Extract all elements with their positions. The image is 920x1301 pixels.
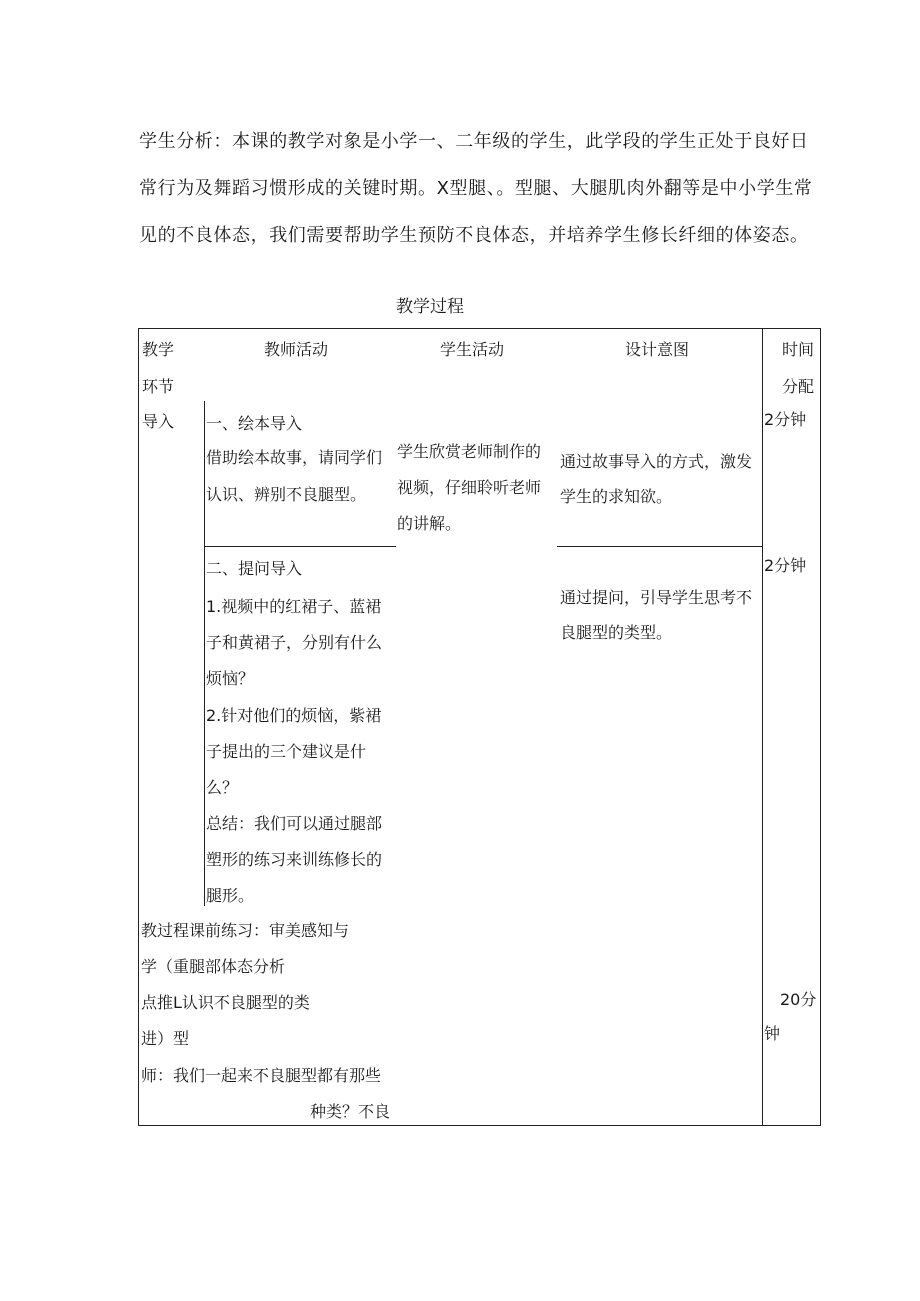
stage-column-divider	[204, 401, 205, 906]
time-column-divider	[762, 328, 763, 1125]
row1-teacher-line: 一、绘本导入	[206, 414, 303, 433]
row1-time: 2分钟	[764, 410, 807, 429]
row2-teacher-line: 塑形的练习来训练修长的	[206, 850, 383, 869]
teacher-row-divider	[204, 546, 396, 547]
design-row-divider	[557, 546, 763, 547]
paragraph-line: 常行为及舞蹈习惯形成的关键时期。X型腿、。型腿、大腿肌肉外翻等是中小学生常	[139, 178, 813, 199]
row3-line: 师：我们一起来不良腿型都有那些	[141, 1066, 382, 1085]
row1-teacher-line: 借助绘本故事，请同学们	[206, 448, 383, 467]
row3-line: 进）型	[141, 1029, 190, 1048]
row2-teacher-line: 二、提问导入	[206, 559, 303, 578]
row2-teacher-line: 总结：我们可以通过腿部	[206, 814, 383, 833]
paragraph-line: 见的不良体态，我们需要帮助学生预防不良体态，并培养学生修长纤细的体姿态。	[139, 225, 809, 246]
header-time-line2: 分配	[782, 377, 815, 396]
row1-student-line: 学生欣赏老师制作的	[397, 442, 542, 461]
row2-teacher-line: 2.针对他们的烦恼，紫裙	[206, 706, 382, 725]
row2-teacher-line: 子和黄裙子，分别有什么	[206, 633, 383, 652]
row1-design-line: 学生的求知欲。	[560, 487, 673, 506]
row1-design-line: 通过故事导入的方式，激发	[560, 452, 753, 471]
teaching-process-title: 教学过程	[396, 297, 464, 317]
stage-intro: 导入	[142, 412, 175, 431]
header-student-activity: 学生活动	[440, 340, 505, 359]
header-design-intent: 设计意图	[625, 340, 690, 359]
row3-line: 教过程课前练习：审美感知与	[141, 921, 350, 940]
row3-time-line2: 钟	[764, 1024, 781, 1043]
header-teacher-activity: 教师活动	[264, 340, 329, 359]
row3-line: 学（重腿部体态分析	[141, 957, 286, 976]
header-stage-line1: 教学	[142, 340, 175, 359]
header-time-line1: 时间	[782, 340, 815, 359]
row1-teacher-line: 认识、辨别不良腿型。	[206, 485, 367, 504]
row2-design-line: 通过提问，引导学生思考不	[560, 588, 753, 607]
row3-line: 点推L认识不良腿型的类	[141, 993, 310, 1012]
row1-student-line: 的讲解。	[397, 514, 462, 533]
row2-design-line: 良腿型的类型。	[560, 623, 673, 642]
row3-line-last: 种类？不良	[310, 1102, 391, 1121]
row2-time: 2分钟	[764, 556, 807, 575]
row2-teacher-line: 烦恼？	[206, 669, 255, 688]
row2-teacher-line: 腿形。	[206, 886, 255, 905]
row1-student-line: 视频，仔细聆听老师	[397, 478, 542, 497]
row2-teacher-line: 1.视频中的红裙子、蓝裙	[206, 597, 382, 616]
row3-time-line1: 20分	[780, 990, 817, 1009]
header-stage-line2: 环节	[142, 377, 175, 396]
row2-teacher-line: 么？	[206, 778, 239, 797]
paragraph-line: 学生分析：本课的教学对象是小学一、二年级的学生，此学段的学生正处于良好日	[139, 131, 809, 152]
student-analysis-paragraph	[139, 118, 829, 259]
row2-teacher-line: 子提出的三个建议是什	[206, 742, 367, 761]
